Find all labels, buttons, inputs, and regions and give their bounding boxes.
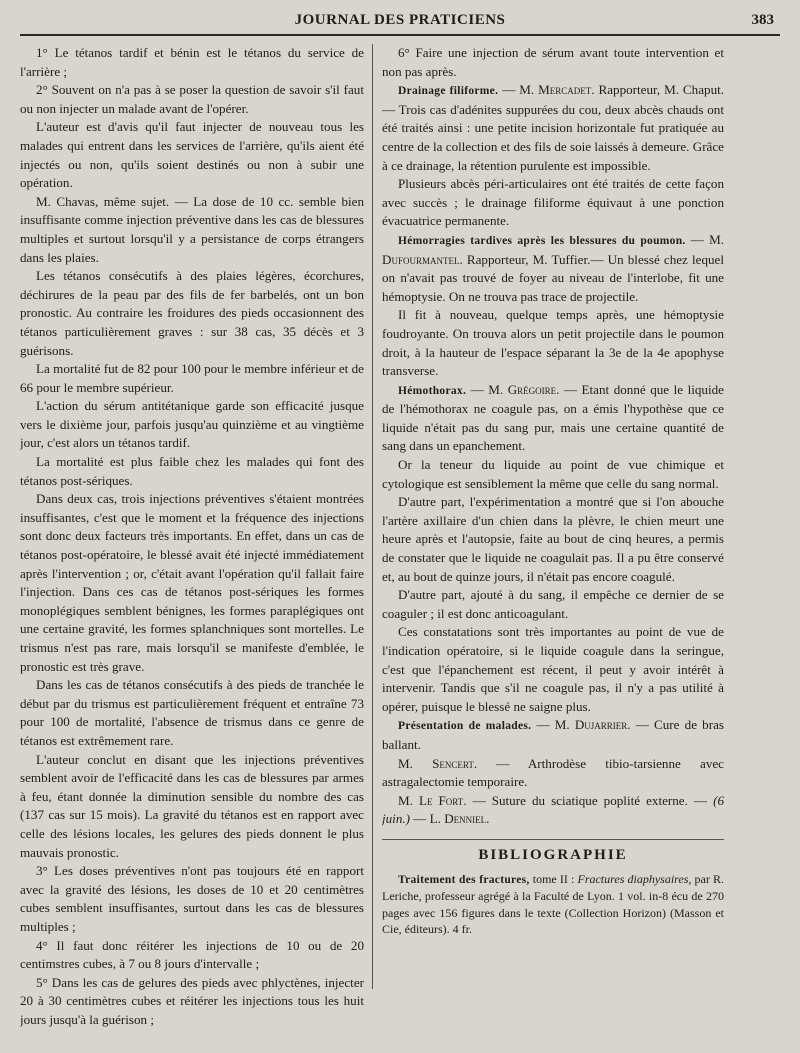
- presentation-paragraph: [382, 716, 724, 754]
- paragraph: Dans les cas de tétanos consécutifs à des pieds de tranchée le début par du trismus est particulièrement fréquent et entraîne 73 pour 100 de mortalité, l'absence de trismus dans ce genre de tétanos est extrêmement rare.: [20, 677, 364, 748]
- paragraph: Les tétanos consécutifs à des plaies légères, écorchures, déchirures de la peau par des fils de fer barbelés, ont un bon pronostic. Au contraire les froidures des pieds occasionnent des tétanos particulièrement graves : sur 38 cas, 35 décès et 3 guérisons.: [20, 268, 364, 358]
- paragraph: 1° Le tétanos tardif et bénin est le tétanos du service de l'arrière ;: [20, 45, 364, 79]
- author-name: M. Mercadet.: [519, 82, 595, 98]
- page-header: [20, 10, 780, 36]
- paragraph-text: — Cure de bras ballant.: [382, 717, 724, 752]
- paragraph: Or la teneur du liquide au point de vue chimique et cytologique est sensiblement la même que celle du sang normal.: [382, 457, 724, 491]
- bibliography-heading: BIBLIOGRAPHIE: [382, 839, 724, 865]
- session-date: (6 juin.): [382, 792, 724, 827]
- hemothorax-paragraph: [382, 381, 724, 456]
- page-number: 383: [751, 12, 774, 28]
- paragraph: L'auteur est d'avis qu'il faut injecter de nouveau tous les malades qui entrent dans les services de l'arrière, qu'ils aient été injectés ou non, qu'ils soient destinés ou non à subir une opération.: [20, 119, 364, 191]
- paragraph: Il fit à nouveau, quelque temps après, une hémoptysie foudroyante. On trouva alors un petit projectile dans le poumon droit, à la hauteur de l'espace séparant la 3e de la 4e apophyse transverse.: [382, 307, 724, 379]
- paragraph: 5° Dans les cas de gelures des pieds avec phlyctènes, injecter 20 à 30 centimètres cubes et réitérer les injections tous les huit jours jusqu'à la guérison ;: [20, 974, 364, 1027]
- section-run-in: Présentation de malades.: [398, 720, 532, 733]
- paragraph-text: Rapporteur, M. Tuffier.— Un blessé chez lequel on n'avait pas trouvé de foyer au niveau de l'interlobe, fit une hémoptysie. On ne trouva pas trace de projectile.: [382, 251, 724, 304]
- paragraph: La mortalité est plus faible chez les malades qui font des tétanos post-sériques.: [20, 454, 364, 488]
- right-column: [382, 44, 724, 1044]
- left-column: [20, 44, 364, 1044]
- book-tome: tome II :: [532, 871, 575, 886]
- author-name: M. Sencert.: [398, 755, 478, 771]
- book-details: par R. Leriche, professeur agrégé à la Faculté de Lyon. 1 vol. in-8 écu de 270 pages avec 156 figures dans le texte (Collection Horizon) (Masson et Cie, éditeurs). 4 fr.: [382, 871, 724, 937]
- paragraph-text: — Suture du sciatique poplité externe. —: [472, 792, 708, 808]
- book-title: Traitement des fractures,: [398, 873, 530, 886]
- paragraph: 6° Faire une injection de sérum avant toute intervention et non pas après.: [382, 45, 724, 79]
- paragraph-text: — Etant donné que le liquide de l'hémothorax ne coagule pas, on a émis l'hypothèse que ce liquide n'était pas du sang pur, mais une certaine quantité de sang dans un epanchement.: [382, 381, 724, 454]
- author-name: — M. Dujarrier.: [536, 717, 631, 733]
- section-run-in: Drainage filiforme.: [398, 85, 499, 98]
- author-name: — M. Grégoire.: [470, 381, 560, 397]
- section-run-in: Hémorragies tardives après les blessures du poumon.: [398, 234, 686, 247]
- author-name: — M. Dufourmantel.: [382, 231, 724, 267]
- paragraph: 2° Souvent on n'a pas à se poser la question de savoir s'il faut ou non injecter un malade avant de l'opérer.: [20, 82, 364, 116]
- drainage-paragraph: Drainage filiforme. — M. Mercadet. Rapporteur, M. Chaput. — Trois cas d'adénites suppurées du cou, deux abcès chauds ont été traités ainsi : une petite incision horizontale fut pratiquée au centre de la collection et des fils de soie laissés à demeure. Grâce à ce drainage, la rétention purulente est impossible.: [382, 82, 724, 173]
- paragraph: L'action du sérum antitétanique garde son efficacité jusque vers le dixième jour, parfois jusqu'au quinzième et au vingtième jour, c'est alors un tétanos tardif.: [20, 398, 364, 451]
- paragraph: 4° Il faut donc réitérer les injections de 10 ou de 20 centimstres cubes, à 7 ou 8 jours d'intervalle ;: [20, 937, 364, 972]
- book-subtitle: Fractures diaphysaires,: [577, 871, 692, 886]
- hemorragies-paragraph: [382, 231, 724, 306]
- column-divider: [372, 44, 373, 989]
- section-run-in: Hémothorax.: [398, 384, 467, 397]
- paragraph: La mortalité fut de 82 pour 100 pour le membre inférieur et de 66 pour le membre supérieur.: [20, 361, 364, 395]
- paragraph: D'autre part, ajouté à du sang, il empêche ce dernier de se coaguler ; il est donc anticoagulant.: [382, 587, 724, 621]
- paragraph-text: — Arthrodèse tibio-tarsienne avec astragalectomie temporaire.: [382, 755, 724, 790]
- paragraph: Ces constatations sont très importantes au point de vue de l'indication opératoire, si le liquide coagule dans la seringue, c'est que l'épanchement est récent, il peut y avoir intérêt à intervenir. Tandis que s'il ne coagule pas, il n'y a pas utilité à opérer, puisque le blessé ne saigne plus.: [382, 624, 724, 714]
- paragraph: [382, 755, 724, 792]
- paragraph: 3° Les doses préventives n'ont pas toujours été en rapport avec la gravité des lésions, les doses de 10 et 20 centimètres cubes semblent insuffisantes, surtout dans les cas de blessures multiples ;: [20, 863, 364, 934]
- paragraph: D'autre part, l'expérimentation a montré que si l'on abouche l'artère axillaire d'un chien dans la plèvre, le chien meurt une heure après et l'autopsie, faite au bout de cinq heures, a permis de constater que le liquide ne coagulait pas. Il a pu être conservé et, au bout de quinze jours, il n'était pas encore coagulé.: [382, 494, 724, 584]
- author-name: M. Le Fort.: [398, 792, 467, 808]
- signature-author: — L. Denniel.: [413, 811, 490, 827]
- paragraph: [382, 792, 724, 829]
- paragraph: M. Chavas, même sujet. — La dose de 10 cc. semble bien insuffisante comme injection préventive dans les cas de blessures multiples et surtout lorsqu'il y a persistance de corps étrangers dans les plaies.: [20, 193, 364, 265]
- running-title: JOURNAL DES PRATICIENS: [294, 12, 506, 28]
- paragraph: Dans deux cas, trois injections préventives s'étaient montrées insuffisantes, c'est que le moment et la fréquence des injections sont donc deux facteurs très importants. En effet, dans un cas de tétanos post-opératoire, le blessé avait été injecté immédiatement après l'intervention ; or, c'était avant l'opération qu'il fallait faire l'injection. Dans ces cas de tétanos post-sériques les formes monoplégiques semblent bénignes, les formes paraplégiques ont une certaine gravité, les formes splanchniques sont mortelles. Le trismus n'est pas rare, mais lorsqu'il se manifeste d'emblée, le pronostic est très grave.: [20, 491, 364, 674]
- paragraph: Plusieurs abcès péri-articulaires ont été traités de cette façon avec succès ; le drainage filiforme équivaut à une ponction évacuatrice permanente.: [382, 176, 724, 229]
- paragraph: L'auteur conclut en disant que les injections préventives semblent avoir de l'efficacité dans les cas de blessures par armes à feu, étant donnée la diminution sensible du nombre des cas (137 cas sur 15 mois). La gravité du tétanos est en rapport avec celle des lésions locales, les gelures des pieds donnent le plus mauvais pronostic.: [20, 751, 364, 860]
- bibliography-entry: [382, 871, 724, 938]
- paragraph-text: Rapporteur, M. Chaput. — Trois cas d'adénites suppurées du cou, deux abcès chauds ont été traités ainsi : une petite incision horizontale fut pratiquée au centre de la collection et des fils de soie laissés à demeure. Grâce à ce drainage, la rétention purulente est impossible.: [382, 82, 724, 173]
